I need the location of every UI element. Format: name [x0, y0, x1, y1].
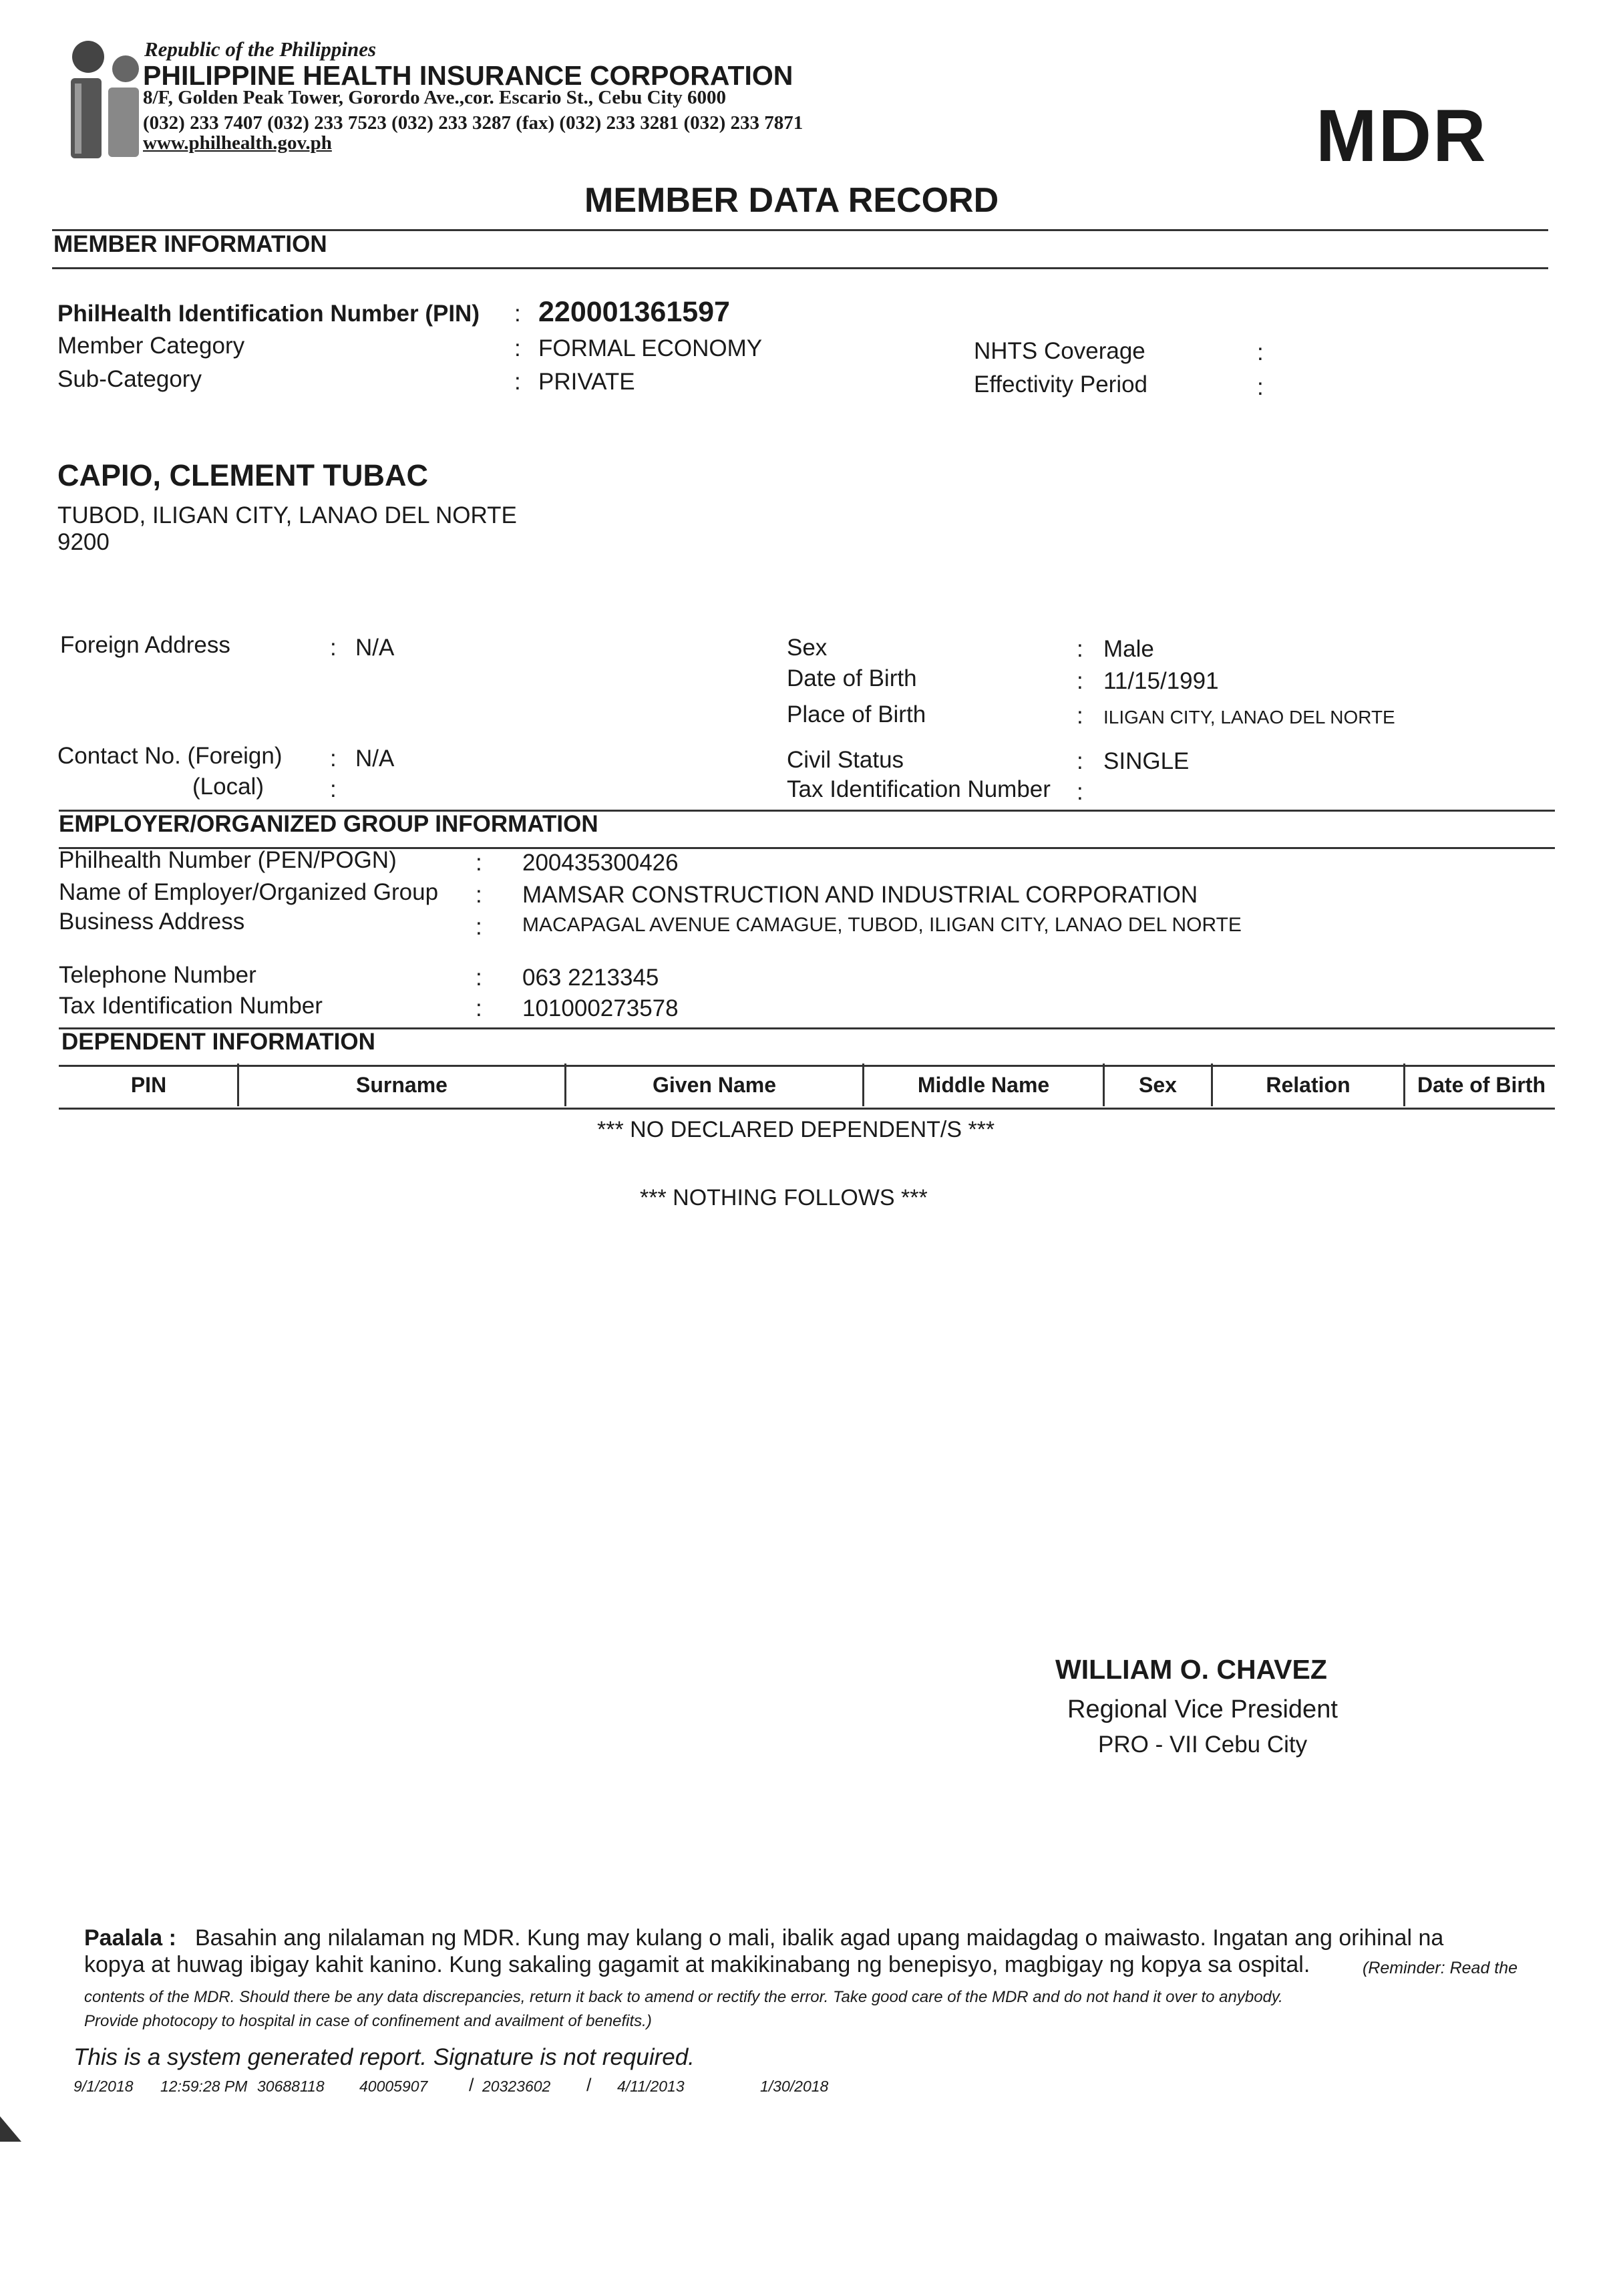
employer-tin-label: Tax Identification Number — [59, 993, 323, 1019]
section-title-dependent: DEPENDENT INFORMATION — [61, 1029, 375, 1055]
signatory-name: WILLIAM O. CHAVEZ — [1055, 1654, 1327, 1685]
colon: : — [514, 369, 521, 395]
republic-text: Republic of the Philippines — [144, 37, 377, 61]
pob-label: Place of Birth — [787, 701, 926, 727]
document-title: MEMBER DATA RECORD — [584, 181, 999, 220]
employer-phone-value: 063 2213345 — [522, 965, 659, 991]
sub-category-value: PRIVATE — [538, 369, 635, 395]
meta-print-time: 12:59:28 PM — [160, 2078, 248, 2095]
foreign-address-value: N/A — [355, 635, 395, 661]
col-pin: PIN — [60, 1063, 239, 1106]
meta-id1: 30688118 — [257, 2078, 325, 2095]
colon: : — [476, 882, 482, 908]
colon: : — [514, 301, 521, 327]
reminder-line2: kopya at huwag ibigay kahit kanino. Kung sakaling gagamit at makikinabang ng benepisyo, magbigay ng kopya sa ospital. — [84, 1952, 1310, 1977]
col-relation: Relation — [1213, 1063, 1405, 1106]
effectivity-period-label: Effectivity Period — [974, 371, 1148, 397]
system-generated-note: This is a system generated report. Signature is not required. — [73, 2044, 695, 2070]
colon: : — [476, 995, 482, 1021]
reminder-line1: Basahin ang nilalaman ng MDR. Kung may kulang o mali, ibalik agad upang maidagdag o maiwasto. Ingatan ang orihinal na — [195, 1925, 1444, 1951]
member-category-label: Member Category — [57, 333, 245, 359]
dob-value: 11/15/1991 — [1103, 668, 1219, 694]
philhealth-logo — [61, 37, 155, 170]
member-name: CAPIO, CLEMENT TUBAC — [57, 458, 428, 492]
contact-foreign-value: N/A — [355, 746, 395, 772]
reminder-en-1: (Reminder: Read the — [1363, 1959, 1518, 1977]
employer-tin-value: 101000273578 — [522, 995, 679, 1021]
reminder-en-3: Provide photocopy to hospital in case of confinement and availment of benefits.) — [84, 2012, 652, 2030]
meta-date3: 1/30/2018 — [760, 2078, 829, 2095]
colon: : — [330, 635, 337, 661]
col-surname: Surname — [239, 1063, 566, 1106]
signatory-title: Regional Vice President — [1067, 1695, 1338, 1724]
org-name: PHILIPPINE HEALTH INSURANCE CORPORATION — [143, 60, 793, 91]
pin-label: PhilHealth Identification Number (PIN) — [57, 301, 480, 327]
colon: : — [1257, 374, 1264, 400]
colon: : — [1077, 748, 1083, 774]
meta-id3: 20323602 — [482, 2078, 551, 2095]
divider — [59, 1108, 1555, 1110]
civil-status-label: Civil Status — [787, 747, 904, 773]
pob-value: ILIGAN CITY, LANAO DEL NORTE — [1103, 707, 1395, 727]
meta-separator: / — [586, 2075, 592, 2095]
mdr-badge: MDR — [1316, 95, 1487, 177]
pen-value: 200435300426 — [522, 850, 679, 876]
org-address: 8/F, Golden Peak Tower, Gorordo Ave.,cor. Escario St., Cebu City 6000 — [143, 87, 726, 108]
org-phones: (032) 233 7407 (032) 233 7523 (032) 233 3287 (fax) (032) 233 3281 (032) 233 7871 — [143, 112, 803, 134]
employer-name-value: MAMSAR CONSTRUCTION AND INDUSTRIAL CORPORATION — [522, 882, 1198, 908]
pen-label: Philhealth Number (PEN/POGN) — [59, 847, 397, 873]
colon: : — [1077, 703, 1083, 729]
colon: : — [514, 335, 521, 361]
signatory-office: PRO - VII Cebu City — [1098, 1732, 1308, 1758]
pin-value: 220001361597 — [538, 296, 730, 328]
corner-mark — [0, 2116, 23, 2143]
member-address-zip: 9200 — [57, 529, 110, 555]
business-address-label: Business Address — [59, 909, 245, 935]
colon: : — [1077, 636, 1083, 662]
employer-phone-label: Telephone Number — [59, 962, 256, 988]
sex-label: Sex — [787, 635, 828, 661]
member-category-value: FORMAL ECONOMY — [538, 335, 763, 361]
colon: : — [476, 965, 482, 991]
civil-status-value: SINGLE — [1103, 748, 1190, 774]
colon: : — [330, 746, 337, 772]
meta-id2: 40005907 — [359, 2078, 428, 2095]
nhts-coverage-label: NHTS Coverage — [974, 338, 1145, 364]
no-dependents-note: *** NO DECLARED DEPENDENT/S *** — [597, 1117, 995, 1142]
colon: : — [476, 850, 482, 876]
section-title-member: MEMBER INFORMATION — [53, 231, 327, 257]
employer-name-label: Name of Employer/Organized Group — [59, 879, 439, 905]
contact-local-label: (Local) — [192, 774, 264, 800]
nothing-follows-note: *** NOTHING FOLLOWS *** — [640, 1185, 928, 1210]
sub-category-label: Sub-Category — [57, 366, 202, 392]
dob-label: Date of Birth — [787, 665, 917, 691]
divider — [52, 267, 1548, 269]
reminder-label: Paalala : — [84, 1925, 176, 1951]
dependent-table-header — [60, 1063, 1558, 1106]
colon: : — [330, 776, 337, 802]
col-sex: Sex — [1105, 1063, 1213, 1106]
col-date-of-birth: Date of Birth — [1417, 1072, 1546, 1097]
meta-separator: / — [469, 2075, 474, 2095]
col-given-name: Given Name — [566, 1063, 864, 1106]
member-address-line1: TUBOD, ILIGAN CITY, LANAO DEL NORTE — [57, 502, 517, 528]
org-website-link[interactable]: www.philhealth.gov.ph — [143, 132, 332, 154]
colon: : — [1257, 339, 1264, 365]
colon: : — [1077, 779, 1083, 805]
contact-foreign-label: Contact No. (Foreign) — [57, 743, 283, 769]
sex-value: Male — [1103, 636, 1154, 662]
business-address-value: MACAPAGAL AVENUE CAMAGUE, TUBOD, ILIGAN CITY, LANAO DEL NORTE — [522, 914, 1242, 936]
member-tin-label: Tax Identification Number — [787, 776, 1051, 802]
foreign-address-label: Foreign Address — [60, 632, 230, 658]
col-middle-name: Middle Name — [864, 1063, 1105, 1106]
meta-print-date: 9/1/2018 — [73, 2078, 134, 2095]
colon: : — [476, 914, 482, 940]
section-title-employer: EMPLOYER/ORGANIZED GROUP INFORMATION — [59, 811, 598, 837]
colon: : — [1077, 668, 1083, 694]
reminder-en-2: contents of the MDR. Should there be any data discrepancies, return it back to amend or rectify the error. Take good care of the MDR and do not hand it over to anybody. — [84, 1988, 1283, 2006]
meta-date2: 4/11/2013 — [617, 2078, 685, 2095]
